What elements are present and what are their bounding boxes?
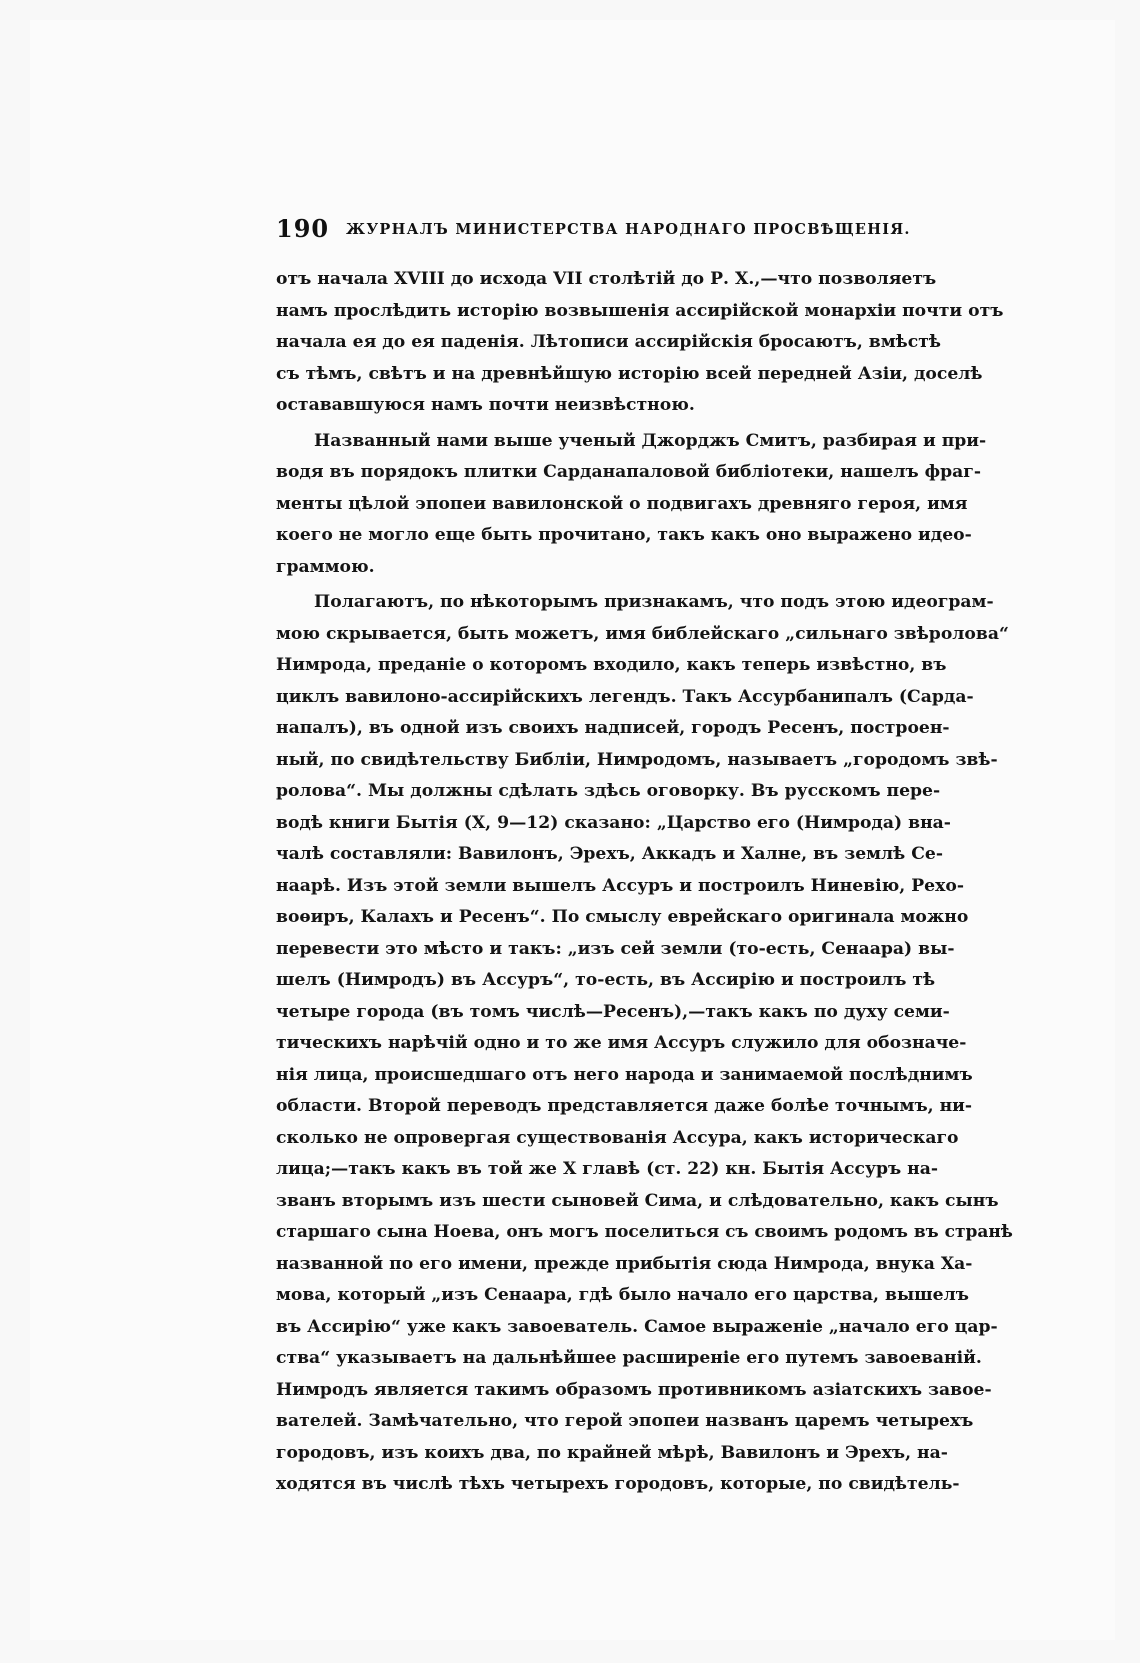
text-line: съ тѣмъ, свѣтъ и на древнѣйшую исторію всей передней Азіи, доселѣ xyxy=(276,363,983,384)
text-line: Нимродъ является такимъ образомъ противникомъ азіатскихъ завое- xyxy=(276,1379,992,1400)
text-line: мова, который „изъ Сенаара, гдѣ было начало его царства, вышелъ xyxy=(276,1285,969,1305)
text-line: Названный нами выше ученый Джорджъ Смитъ, разбирая и при- xyxy=(314,430,987,451)
text-line: шелъ (Нимродъ) въ Ассуръ“, то-есть, въ Ассирію и построилъ тѣ xyxy=(276,970,936,990)
text-line: названной по его имени, прежде прибытія сюда Нимрода, внука Ха- xyxy=(276,1253,973,1274)
text-line: начала ея до ея паденія. Лѣтописи ассирійскія бросаютъ, вмѣстѣ xyxy=(276,332,941,352)
text-line: Нимрода, преданіе о которомъ входило, какъ теперь извѣстно, въ xyxy=(276,655,947,675)
paragraph-3 xyxy=(276,587,1016,1501)
text-line: области. Второй переводъ представляется даже болѣе точнымъ, ни- xyxy=(276,1096,973,1116)
text-line: остававшуюся намъ почти неизвѣстною. xyxy=(276,395,695,415)
text-line: воѳиръ, Калахъ и Ресенъ“. По смыслу еврейскаго оригинала можно xyxy=(276,907,969,927)
body-text xyxy=(276,264,1016,1501)
text-line: мою скрывается, быть можетъ, имя библейскаго „сильнаго звѣролова“ xyxy=(276,623,1009,644)
text-line: нія лица, происшедшаго отъ него народа и занимаемой послѣднимъ xyxy=(276,1064,973,1085)
text-line: ства“ указываетъ на дальнѣйшее расширеніе его путемъ завоеваній. xyxy=(276,1348,982,1368)
text-line: старшаго сына Ноева, онъ могъ поселиться съ своимъ родомъ въ странѣ xyxy=(276,1222,1013,1242)
text-line: вателей. Замѣчательно, что герой эпопеи названъ царемъ четырехъ xyxy=(276,1411,974,1431)
text-line: водя въ порядокъ плитки Сарданапаловой библіотеки, нашелъ фраг- xyxy=(276,462,981,482)
paragraph-2 xyxy=(276,426,1016,584)
text-line: ролова“. Мы должны сдѣлать здѣсь оговорку. Въ русскомъ пере- xyxy=(276,781,941,801)
text-line: менты цѣлой эпопеи вавилонской о подвигахъ древняго героя, имя xyxy=(276,493,968,514)
text-line: водѣ книги Бытія (X, 9—12) сказано: „Царство его (Нимрода) вна- xyxy=(276,812,951,833)
paragraph-1 xyxy=(276,264,1016,422)
text-line: граммою. xyxy=(276,556,375,577)
text-line: отъ начала XVIII до исхода VII столѣтій до Р. Х.,—что позволяетъ xyxy=(276,269,937,289)
text-line: Полагаютъ, по нѣкоторымъ признакамъ, что подъ этою идеограм- xyxy=(314,592,994,612)
text-line: коего не могло еще быть прочитано, такъ какъ оно выражено идео- xyxy=(276,525,972,545)
text-line: тическихъ нарѣчій одно и то же имя Ассуръ служило для обозначе- xyxy=(276,1033,967,1053)
text-line: городовъ, изъ коихъ два, по крайней мѣрѣ, Вавилонъ и Эрехъ, на- xyxy=(276,1442,948,1463)
page-number: 190 xyxy=(276,214,330,243)
text-line: ходятся въ числѣ тѣхъ четырехъ городовъ, которые, по свидѣтель- xyxy=(276,1474,960,1494)
text-line: чалѣ составляли: Вавилонъ, Эрехъ, Аккадъ и Халне, въ землѣ Се- xyxy=(276,844,943,864)
text-line: въ Ассирію“ уже какъ завоеватель. Самое выраженіе „начало его цар- xyxy=(276,1316,998,1337)
text-line: сколько не опровергая существованія Ассура, какъ историческаго xyxy=(276,1127,959,1148)
page-header xyxy=(276,214,1016,248)
text-line: лица;—такъ какъ въ той же X главѣ (ст. 22) кн. Бытія Ассуръ на- xyxy=(276,1159,939,1179)
text-line: четыре города (въ томъ числѣ—Ресенъ),—такъ какъ по духу семи- xyxy=(276,1001,950,1022)
running-title: ЖУРНАЛЪ МИНИСТЕРСТВА НАРОДНАГО ПРОСВѢЩЕНІЯ. xyxy=(346,221,911,238)
text-line: намъ прослѣдить исторію возвышенія ассирійской монархіи почти отъ xyxy=(276,300,1004,321)
text-line: ный, по свидѣтельству Библіи, Нимродомъ, называетъ „городомъ звѣ- xyxy=(276,749,998,770)
text-line: перевести это мѣсто и такъ: „изъ сей земли (то-есть, Сенаара) вы- xyxy=(276,938,955,959)
text-line: наарѣ. Изъ этой земли вышелъ Ассуръ и построилъ Ниневію, Рехо- xyxy=(276,875,964,896)
text-line: циклъ вавилоно-ассирійскихъ легендъ. Такъ Ассурбанипалъ (Сарда- xyxy=(276,686,974,707)
text-line: напалъ), въ одной изъ своихъ надписей, городъ Ресенъ, построен- xyxy=(276,718,950,738)
text-line: званъ вторымъ изъ шести сыновей Сима, и слѣдовательно, какъ сынъ xyxy=(276,1190,999,1211)
